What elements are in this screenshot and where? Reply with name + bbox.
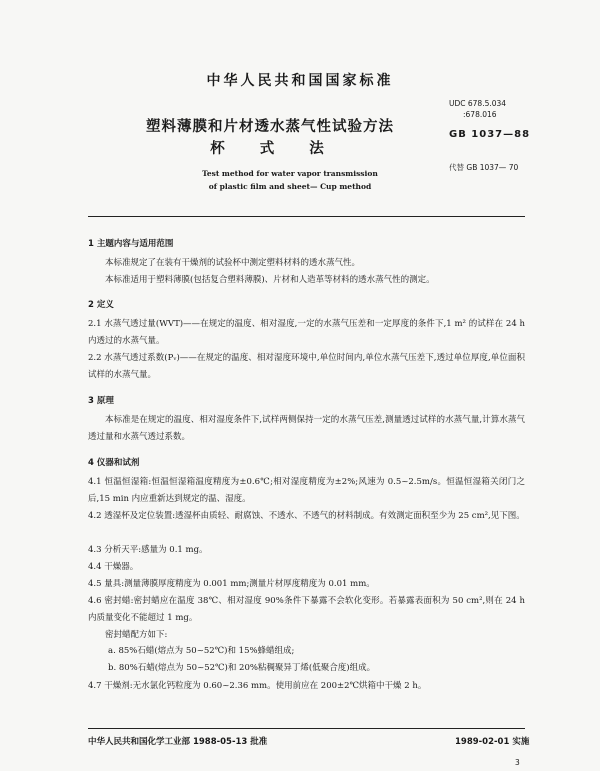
section-4-heading: 4 仪器和试剂: [88, 458, 140, 468]
implementation-date: 1989-02-01 实施: [455, 737, 530, 747]
document-title: 塑料薄膜和片材透水蒸气性试验方法: [146, 119, 394, 135]
replaces-standard: 代替 GB 1037— 70: [449, 163, 519, 172]
clause-4-5: 4.5 量具:测量薄膜厚度精度为 0.001 mm;测量片材厚度精度为 0.01 mm。: [88, 579, 375, 589]
clause-4-2: 4.2 透湿杯及定位装置:透湿杯由质轻、耐腐蚀、不透水、不透气的材料制成。有效测定面积至少为 25 cm²,见下图。: [88, 511, 525, 521]
page-number: 3: [515, 758, 520, 767]
formula-item-a: a. 85%石蜡(熔点为 50~52℃)和 15%蜂蜡组成;: [108, 646, 295, 656]
clause-4-3: 4.3 分析天平:感量为 0.1 mg。: [88, 545, 208, 555]
section-1-heading: 1 主题内容与适用范围: [88, 239, 174, 249]
gb-standard-number: GB 1037—88: [449, 129, 531, 140]
clause-2-2: 2.2 水蒸气透过系数(Pᵥ)——在规定的温度、相对湿度环境中,单位时间内,单位水蒸气压差下,透过单位厚度,单位面积试样的水蒸气量。: [88, 353, 525, 380]
clause-2-1: 2.1 水蒸气透过量(WVT)——在规定的温度、相对湿度,一定的水蒸气压差和一定厚度的条件下,1 m² 的试样在 24 h 内透过的水蒸气量。: [88, 319, 525, 346]
udc-code-line2: :678.016: [463, 110, 497, 119]
sealing-wax-formula-note: 密封蜡配方如下:: [105, 630, 168, 640]
clause-4-4: 4.4 干燥器。: [88, 562, 139, 572]
clause-4-1: 4.1 恒温恒湿箱:恒温恒湿箱温度精度为±0.6℃;相对湿度精度为±2%;风速为 0.5~2.5m/s。恒温恒湿箱关闭门之后,15 min 内应重新达到规定的温、湿度。: [88, 477, 525, 504]
approval-line: 中华人民共和国化学工业部 1988-05-13 批准: [88, 737, 268, 747]
english-title-line2: of plastic film and sheet— Cup method: [208, 182, 372, 191]
formula-item-b: b. 80%石蜡(熔点为 50~52℃)和 20%粘稠聚异丁烯(低聚合度)组成。: [108, 663, 376, 673]
section-1-paragraph-2: 本标准适用于塑料薄膜(包括复合塑料薄膜)、片材和人造革等材料的透水蒸气性的测定。: [105, 275, 435, 285]
footer-divider: [88, 728, 525, 729]
standard-org-title: 中华人民共和国国家标准: [206, 73, 394, 89]
clause-4-6: 4.6 密封蜡:密封蜡应在温度 38℃、相对湿度 90%条件下暴露不会软化变形。若暴露表面积为 50 cm²,则在 24 h 内质量变化不能超过 1 mg。: [88, 596, 525, 623]
english-title-line1: Test method for water vapor transmission: [202, 169, 378, 178]
section-1-paragraph-1: 本标准规定了在装有干燥剂的试验杯中测定塑料材料的透水蒸气性。: [105, 258, 361, 268]
section-2-heading: 2 定义: [88, 300, 114, 310]
clause-4-7: 4.7 干燥剂:无水氯化钙粒度为 0.60~2.36 mm。使用前应在 200±2℃烘箱中干燥 2 h。: [88, 681, 427, 691]
udc-code-line1: UDC 678.5.034: [449, 99, 507, 108]
section-3-paragraph: 本标准是在规定的温度、相对湿度条件下,试样两侧保持一定的水蒸气压差,测量透过试样的水蒸气量,计算水蒸气透过量和水蒸气透过系数。: [88, 415, 525, 442]
header-divider: [88, 216, 525, 217]
document-subtitle: 杯 式 法: [210, 141, 330, 157]
section-3-heading: 3 原理: [88, 396, 114, 406]
